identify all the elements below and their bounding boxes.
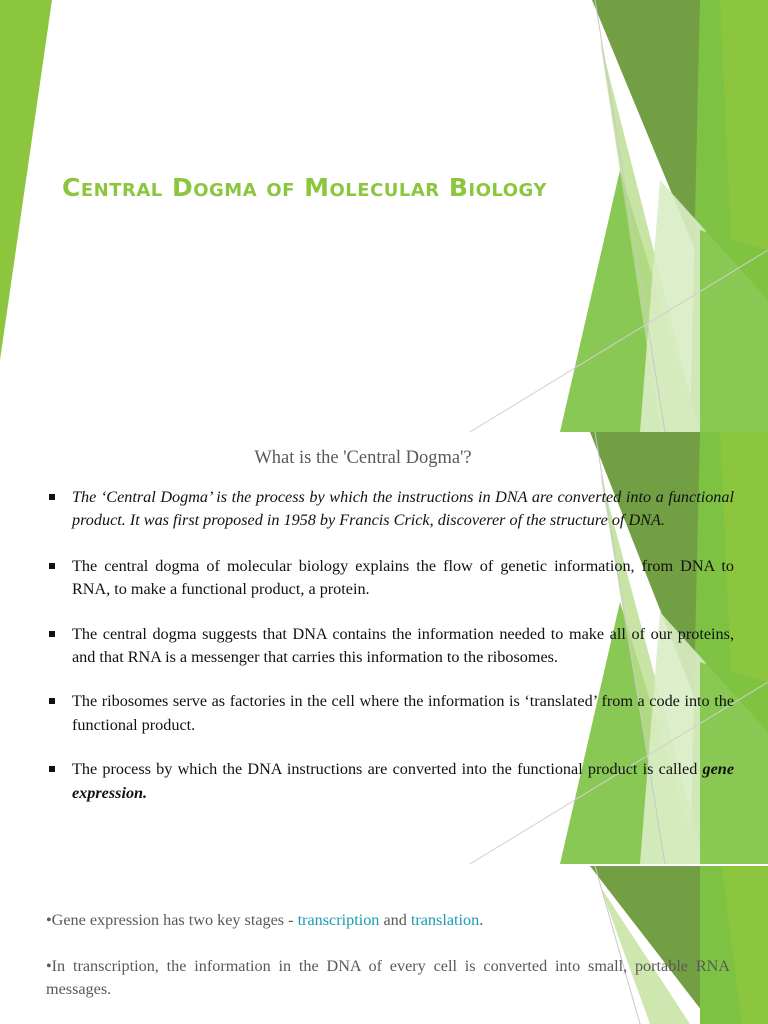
square-bullet-icon — [49, 631, 55, 637]
bullet-text: The central dogma suggests that DNA contains the information needed to make all of our proteins, and that RNA is a messenger that carries this information to the ribosomes. — [72, 624, 734, 667]
square-bullet-icon — [49, 766, 55, 772]
paragraph — [46, 909, 730, 932]
bullet-item — [44, 690, 734, 737]
slide-heading: What is the 'Central Dogma'? — [254, 448, 472, 468]
bullet-text: The ribosomes serve as factories in the cell where the information is ‘translated’ from a code into the functional product. — [72, 692, 734, 734]
paragraph-text: . — [479, 911, 484, 929]
title-slide — [0, 0, 768, 432]
content-slide — [0, 432, 768, 864]
slide-title: Central Dogma of Molecular Biology — [62, 173, 547, 202]
paragraph-text: and — [379, 911, 411, 929]
central-dogma-term: The ‘Central Dogma’ — [72, 488, 212, 506]
bullet-list — [44, 486, 734, 826]
bullet-item — [44, 555, 734, 602]
gene-expression-term: gene expression. — [72, 760, 734, 802]
bullet-text: The central dogma of molecular biology explains the flow of genetic information, from DNA to RNA, to make a functional product, a protein. — [72, 556, 734, 599]
bullet-item — [44, 758, 734, 805]
transcription-link[interactable]: transcription — [297, 911, 380, 929]
content-slide-partial — [0, 866, 768, 1024]
slide-background-shapes — [0, 0, 768, 432]
bullet-item — [44, 486, 734, 533]
square-bullet-icon — [49, 563, 55, 569]
square-bullet-icon — [49, 698, 55, 704]
square-bullet-icon — [49, 494, 55, 500]
bullet-text-italic — [72, 488, 734, 529]
bullet-text: The process by which the DNA instructions are converted into the functional product is called — [72, 760, 703, 779]
bullet-text: is the process by which the instructions in DNA are converted into a functional product. It was first proposed in 1958 by Francis Crick, discoverer of the structure of DNA. — [72, 488, 734, 530]
paragraph-text: •Gene expression has two key stages - — [46, 911, 298, 929]
translation-link[interactable]: translation — [410, 911, 480, 929]
paragraph: •In transcription, the information in the DNA of every cell is converted into small, portable RNA messages. — [46, 957, 730, 999]
bullet-item — [44, 623, 734, 670]
